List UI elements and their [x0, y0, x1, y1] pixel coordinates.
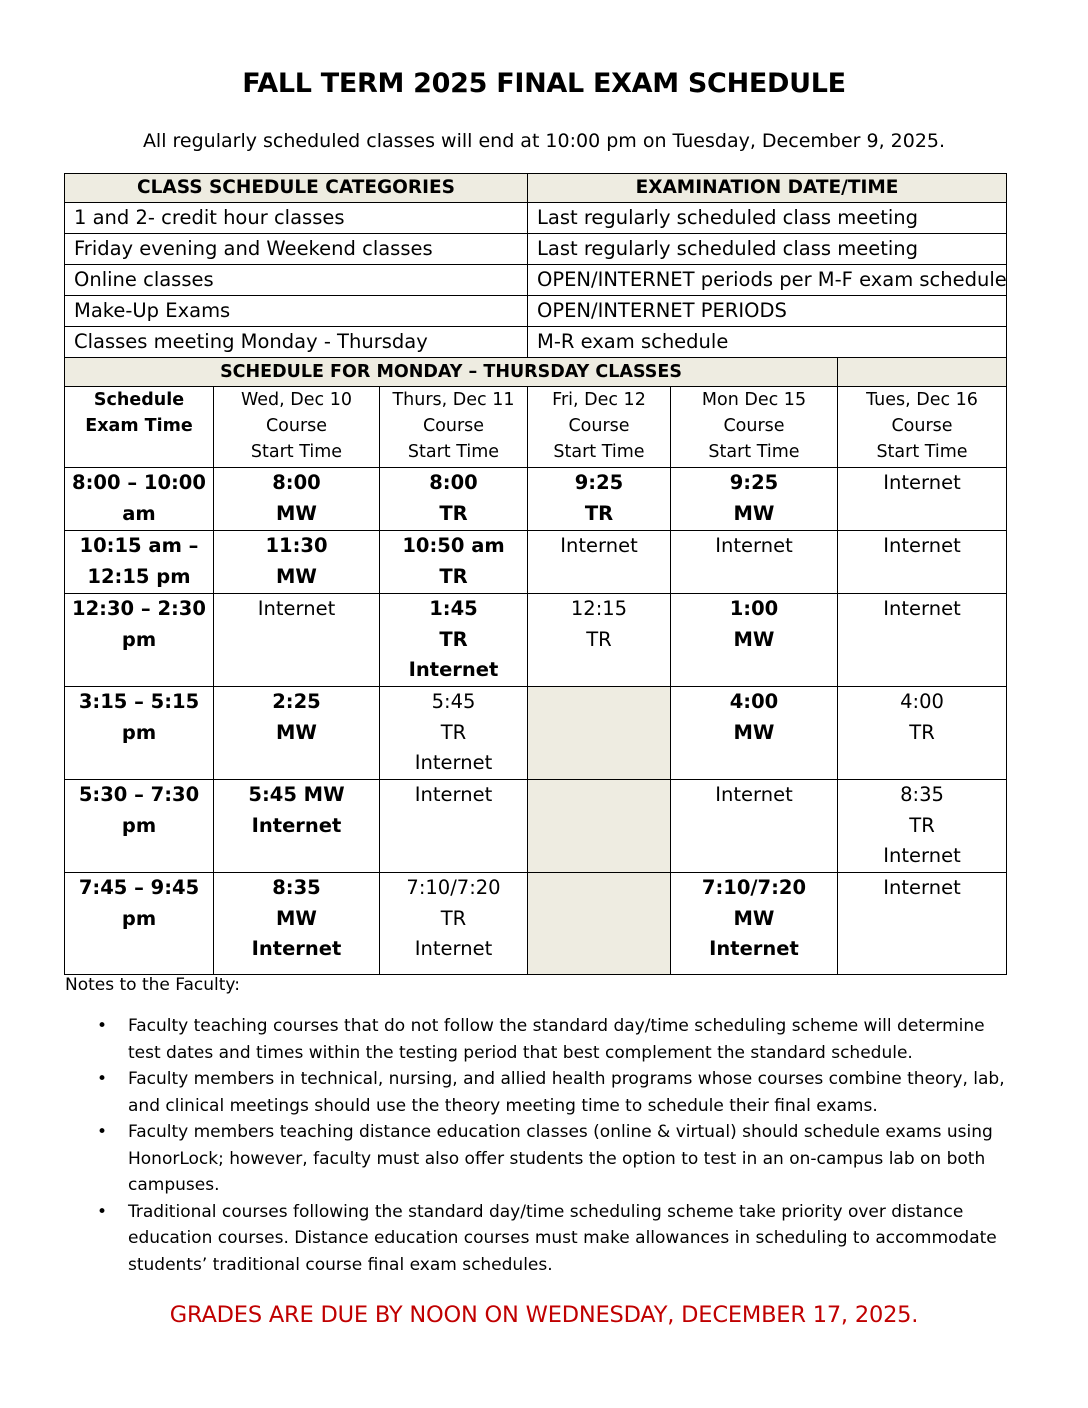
column-header-line: Schedule — [93, 390, 185, 410]
faculty-note-line: Faculty members teaching distance education classes (online & virtual) should schedule exams using — [128, 1122, 993, 1142]
course-start-line: 2:25 — [272, 690, 321, 713]
category-exam-time: OPEN/INTERNET periods per M-F exam schedule — [528, 265, 1007, 296]
course-start-cell — [838, 531, 1007, 594]
exam-time-line: am — [122, 501, 156, 525]
course-start-cell — [380, 780, 528, 873]
category-exam-time: Last regularly scheduled class meeting — [528, 234, 1007, 265]
exam-time-slot — [65, 531, 214, 594]
column-header — [528, 387, 671, 468]
course-start-cell — [838, 468, 1007, 531]
faculty-note-line: Traditional courses following the standard day/time scheduling scheme take priority over distance — [128, 1201, 964, 1222]
course-start-line: 1:45 — [429, 597, 478, 620]
column-header-line: Start Time — [876, 442, 968, 462]
course-start-cell — [380, 594, 528, 687]
faculty-note-line: and clinical meetings should use the theory meeting time to schedule their final exams. — [128, 1095, 878, 1116]
notes-label: Notes to the Faculty: — [65, 975, 240, 995]
course-start-cell — [214, 531, 380, 594]
faculty-note — [64, 1199, 1024, 1279]
column-header-line: Course — [568, 416, 630, 436]
category-name: Friday evening and Weekend classes — [65, 234, 528, 265]
course-start-cell — [671, 594, 838, 687]
course-start-line: 9:25 — [574, 471, 624, 494]
grades-due-notice: GRADES ARE DUE BY NOON ON WEDNESDAY, DECEMBER 17, 2025. — [169, 1302, 919, 1328]
course-start-line: MW — [276, 564, 317, 588]
bullet-icon: • — [97, 1122, 108, 1142]
column-header-line: Course — [422, 416, 485, 436]
column-header-line: Start Time — [407, 442, 500, 462]
schedule-row — [65, 780, 1007, 873]
course-start-cell — [838, 687, 1007, 780]
course-start-cell — [671, 687, 838, 780]
course-start-line: MW — [733, 501, 775, 525]
course-start-cell — [671, 531, 838, 594]
course-start-line: Internet — [709, 937, 799, 960]
faculty-note-line: test dates and times within the testing period that best complement the standard schedule. — [128, 1042, 913, 1063]
course-start-line: Internet — [883, 876, 961, 899]
faculty-note — [64, 1013, 1024, 1066]
column-header — [838, 387, 1007, 468]
course-start-line: 5:45 — [431, 690, 476, 713]
faculty-note-line: education courses. Distance education courses must make allowances in scheduling to accommodate — [128, 1228, 997, 1248]
course-start-line: Internet — [408, 658, 499, 681]
column-header-line: Course — [723, 416, 785, 436]
column-header-line: Course — [891, 416, 953, 436]
course-start-line: Internet — [251, 813, 342, 837]
course-start-cell — [214, 594, 380, 687]
column-header — [671, 387, 838, 468]
course-start-cell — [380, 687, 528, 780]
faculty-note-line: students’ traditional course final exam schedules. — [128, 1254, 553, 1275]
course-start-line: TR — [439, 627, 468, 651]
exam-time-slot — [65, 687, 214, 780]
course-start-line: Internet — [883, 844, 961, 867]
categories-header-left: CLASS SCHEDULE CATEGORIES — [65, 174, 528, 203]
course-start-line: 8:00 — [429, 471, 478, 494]
category-exam-time: Last regularly scheduled class meeting — [528, 203, 1007, 234]
schedule-row — [65, 468, 1007, 531]
course-start-line: TR — [586, 627, 612, 651]
column-header-line: Tues, Dec 16 — [866, 390, 978, 410]
column-header-line: Start Time — [708, 442, 800, 462]
course-start-line: 4:00 — [900, 690, 944, 713]
course-start-line: 7:10/7:20 — [406, 876, 501, 899]
schedule-row — [65, 594, 1007, 687]
column-header — [65, 387, 214, 468]
no-exam-cell — [528, 687, 671, 780]
faculty-note — [64, 1066, 1024, 1119]
course-start-line: TR — [909, 813, 935, 837]
course-start-cell — [838, 594, 1007, 687]
faculty-notes-list — [64, 1013, 1024, 1278]
course-start-cell — [838, 780, 1007, 873]
faculty-note-line: Faculty teaching courses that do not follow the standard day/time scheduling scheme will determine — [128, 1016, 985, 1036]
course-start-cell — [380, 531, 528, 594]
schedule-column-header-row — [65, 387, 1007, 468]
exam-time-slot — [65, 780, 214, 873]
exam-time-line: 3:15 – 5:15 — [78, 690, 200, 713]
no-exam-cell — [528, 873, 671, 975]
course-start-cell — [214, 468, 380, 531]
course-start-line: 8:00 — [272, 471, 321, 494]
column-header — [214, 387, 380, 468]
course-start-line: 10:50 am — [402, 534, 505, 557]
column-header-line: Wed, Dec 10 — [241, 390, 352, 410]
schedule-row — [65, 873, 1007, 975]
no-exam-cell — [528, 780, 671, 873]
exam-time-line: pm — [121, 813, 157, 837]
course-start-line: TR — [440, 720, 467, 744]
course-start-line: Internet — [414, 937, 493, 960]
course-start-cell — [671, 780, 838, 873]
exam-time-line: 7:45 – 9:45 — [78, 876, 200, 899]
column-header-line: Course — [265, 416, 328, 436]
course-start-cell — [380, 468, 528, 531]
course-start-line: TR — [439, 501, 468, 525]
category-row — [65, 234, 1007, 265]
category-name: 1 and 2- credit hour classes — [65, 203, 528, 234]
course-start-cell — [528, 594, 671, 687]
schedule-row — [65, 531, 1007, 594]
column-header-line: Fri, Dec 12 — [552, 390, 646, 410]
course-start-line: 4:00 — [729, 690, 779, 713]
exam-schedule-table — [64, 173, 1007, 975]
column-header-line: Exam Time — [85, 416, 193, 436]
column-header-line: Start Time — [553, 442, 645, 462]
schedule-header: SCHEDULE FOR MONDAY – THURSDAY CLASSES — [65, 358, 838, 387]
faculty-note-line: HonorLock; however, faculty must also offer students the option to test in an on-campus lab on both — [128, 1148, 986, 1169]
exam-time-line: pm — [121, 720, 157, 744]
categories-header-row — [65, 174, 1007, 203]
schedule-header-blank-cell — [838, 358, 1007, 387]
page-subtitle: All regularly scheduled classes will end at 10:00 pm on Tuesday, December 9, 2025. — [142, 130, 946, 152]
category-name: Classes meeting Monday - Thursday — [65, 327, 528, 358]
course-start-line: 11:30 — [265, 534, 328, 557]
exam-time-line: 10:15 am – — [79, 534, 199, 557]
course-start-line: 8:35 — [272, 876, 321, 899]
course-start-line: 12:15 — [570, 597, 628, 620]
course-start-cell — [671, 873, 838, 975]
course-start-cell — [214, 687, 380, 780]
category-name: Online classes — [65, 265, 528, 296]
faculty-note-line: Faculty members in technical, nursing, and allied health programs whose courses combine theory, lab, — [128, 1069, 1005, 1089]
course-start-line: Internet — [883, 471, 961, 494]
course-start-cell — [528, 468, 671, 531]
course-start-line: TR — [440, 906, 467, 930]
course-start-line: 9:25 — [729, 471, 779, 494]
exam-time-slot — [65, 594, 214, 687]
course-start-line: Internet — [883, 597, 961, 620]
bullet-icon: • — [97, 1201, 108, 1222]
category-row — [65, 265, 1007, 296]
exam-time-line: 12:15 pm — [87, 564, 191, 588]
course-start-line: 1:00 — [729, 597, 779, 620]
bullet-icon: • — [97, 1016, 108, 1036]
category-exam-time: OPEN/INTERNET PERIODS — [528, 296, 1007, 327]
course-start-line: Internet — [560, 534, 638, 557]
category-row — [65, 296, 1007, 327]
course-start-line: Internet — [251, 937, 342, 960]
course-start-line: Internet — [414, 751, 493, 774]
faculty-note — [64, 1119, 1024, 1199]
faculty-note-line: campuses. — [128, 1175, 220, 1195]
page-title: FALL TERM 2025 FINAL EXAM SCHEDULE — [242, 68, 846, 99]
course-start-cell — [671, 468, 838, 531]
course-start-line: TR — [584, 501, 614, 525]
categories-header-right: EXAMINATION DATE/TIME — [528, 174, 1007, 203]
category-row — [65, 327, 1007, 358]
course-start-line: Internet — [257, 597, 336, 620]
course-start-cell — [528, 531, 671, 594]
schedule-row — [65, 687, 1007, 780]
course-start-cell — [214, 780, 380, 873]
category-exam-time: M-R exam schedule — [528, 327, 1007, 358]
exam-time-line: pm — [121, 906, 157, 930]
column-header-line: Mon Dec 15 — [701, 390, 807, 410]
course-start-cell — [380, 873, 528, 975]
course-start-line: Internet — [715, 534, 793, 557]
column-header-line: Thurs, Dec 11 — [392, 390, 515, 410]
course-start-cell — [214, 873, 380, 975]
exam-time-slot — [65, 468, 214, 531]
course-start-line: 8:35 — [900, 783, 944, 806]
column-header-line: Start Time — [250, 442, 343, 462]
exam-time-line: 8:00 – 10:00 — [72, 471, 206, 494]
course-start-line: MW — [276, 906, 317, 930]
exam-time-slot — [65, 873, 214, 975]
course-start-line: 5:45 MW — [248, 783, 345, 806]
course-start-line: 7:10/7:20 — [701, 876, 807, 899]
exam-time-line: pm — [121, 627, 157, 651]
schedule-header-row — [65, 358, 1007, 387]
exam-time-line: 5:30 – 7:30 — [78, 783, 200, 806]
exam-time-line: 12:30 – 2:30 — [72, 597, 206, 620]
course-start-line: MW — [276, 720, 317, 744]
course-start-line: Internet — [715, 783, 793, 806]
course-start-line: TR — [909, 720, 935, 744]
course-start-line: MW — [733, 627, 775, 651]
course-start-line: MW — [733, 720, 775, 744]
column-header — [380, 387, 528, 468]
course-start-cell — [838, 873, 1007, 975]
course-start-line: MW — [733, 906, 775, 930]
bullet-icon: • — [97, 1069, 108, 1089]
course-start-line: MW — [276, 501, 317, 525]
category-name: Make-Up Exams — [65, 296, 528, 327]
course-start-line: Internet — [883, 534, 961, 557]
course-start-line: Internet — [414, 783, 493, 806]
category-row — [65, 203, 1007, 234]
course-start-line: TR — [439, 564, 468, 588]
